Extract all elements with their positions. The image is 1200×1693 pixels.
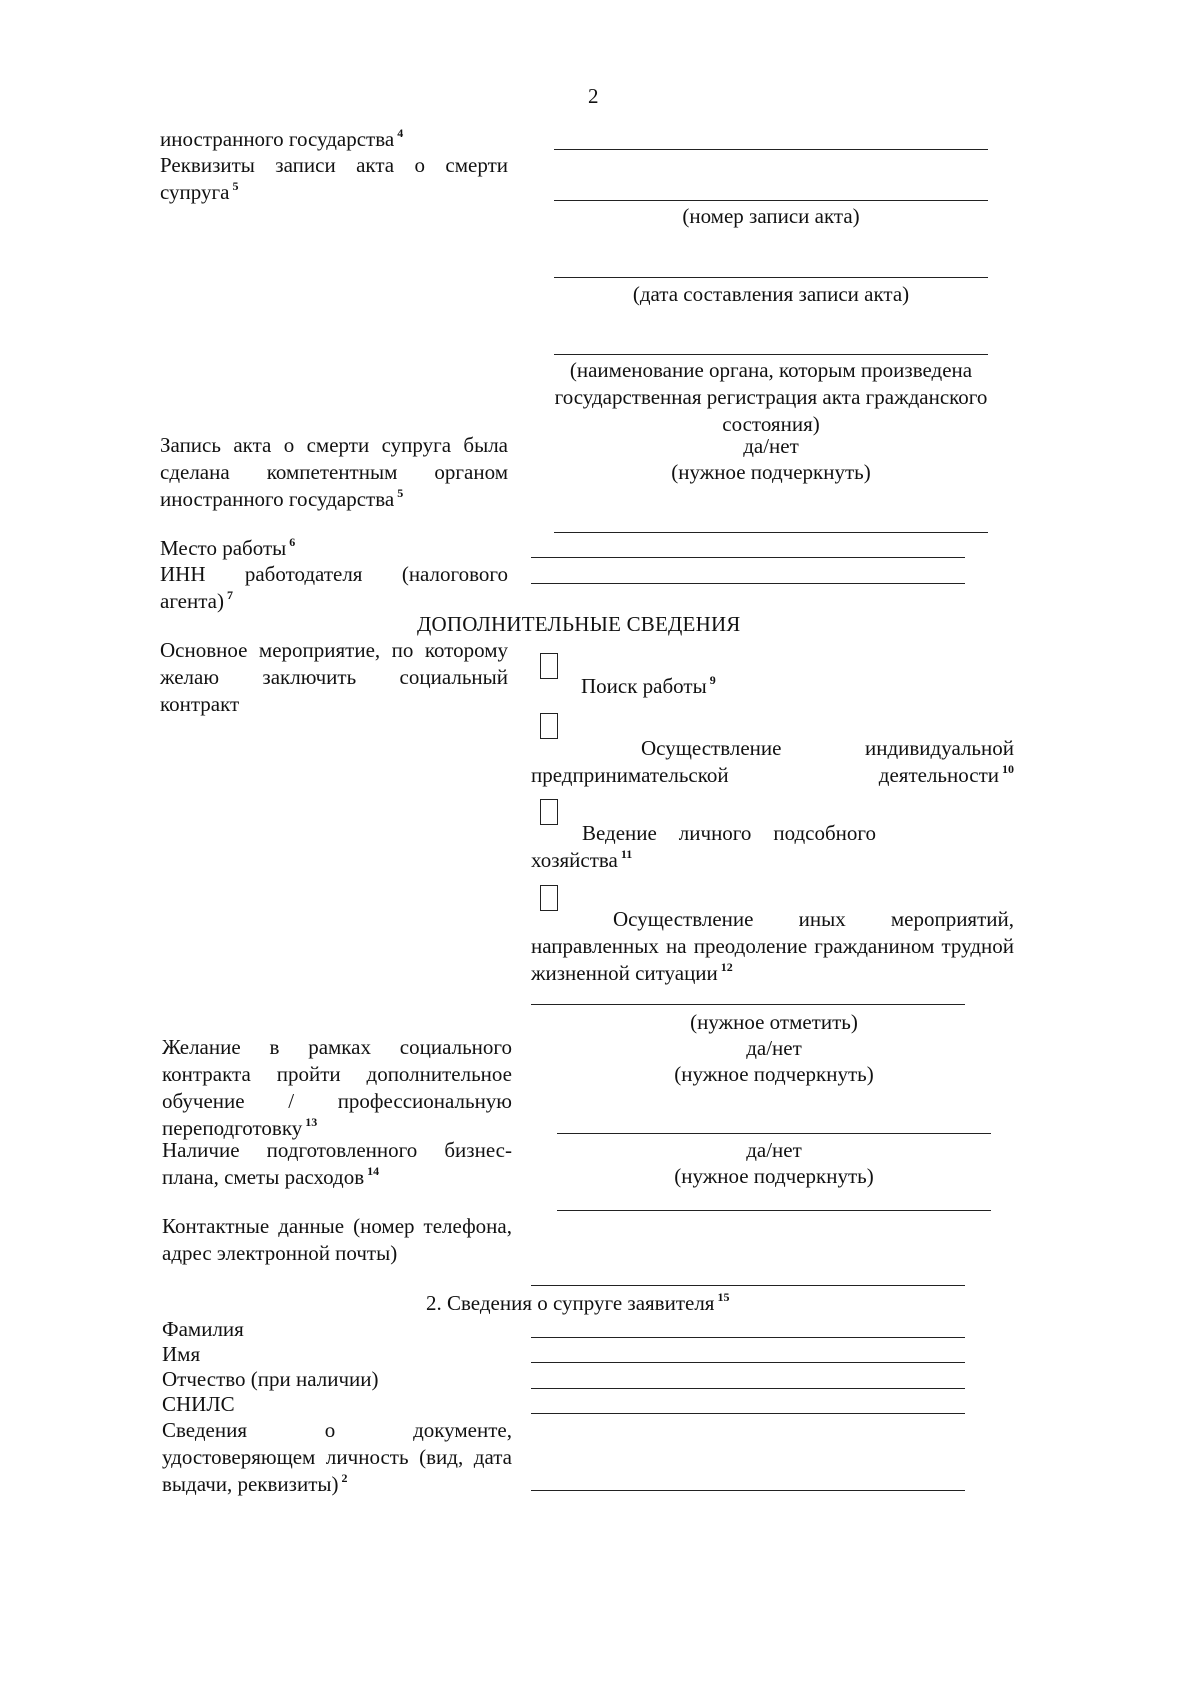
spouse-id-document-label: Сведения о документе, удостоверяющем личность (вид, дата выдачи, реквизиты) $^2$ [162, 1418, 512, 1496]
record-number-line[interactable] [554, 200, 988, 201]
authority-line[interactable] [554, 354, 988, 355]
death-foreign-hint: (нужное подчеркнуть) [671, 460, 871, 484]
additional-info-heading: ДОПОЛНИТЕЛЬНЫЕ СВЕДЕНИЯ [417, 612, 741, 636]
option-entrepreneurship-label: Осуществление индивидуальной предпринимательской деятельности $^{10}$ [531, 736, 1014, 787]
workplace-line[interactable] [531, 557, 965, 558]
business-plan-label: Наличие подготовленного бизнес-плана, сметы расходов $^{14}$ [162, 1138, 512, 1189]
contacts-line[interactable] [531, 1285, 965, 1286]
foreign-state-line[interactable] [554, 149, 988, 150]
training-line[interactable] [557, 1133, 991, 1134]
options-line[interactable] [531, 1004, 965, 1005]
business-plan-line[interactable] [557, 1210, 991, 1211]
spouse-snils-line[interactable] [531, 1413, 965, 1414]
foreign-state-label: иностранного государства $^4$ [160, 126, 404, 151]
spouse-name-line[interactable] [531, 1362, 965, 1363]
spouse-snils-label: СНИЛС [162, 1392, 235, 1416]
spouse-section-title: 2. Сведения о супруге заявителя $^{15}$ [426, 1290, 730, 1315]
authority-caption: (наименование органа, которым произведена государственная регистрация акта гражданского состояния) [554, 358, 988, 436]
spouse-surname-line[interactable] [531, 1337, 965, 1338]
option-other-activities-label: Осуществление иных мероприятий, направленных на преодоление гражданином трудной жизненной ситуации $^{12}$ [531, 907, 1014, 985]
death-record-details-label: Реквизиты записи акта о смерти супруга $^5$ [160, 153, 508, 204]
training-wish-label: Желание в рамках социального контракта пройти дополнительное обучение / профессиональную переподготовку $^{13}$ [162, 1035, 512, 1140]
spouse-patronymic-label: Отчество (при наличии) [162, 1367, 379, 1391]
options-hint: (нужное отметить) [690, 1010, 858, 1034]
death-foreign-yes-no[interactable]: да/нет [743, 434, 799, 458]
option-household-label: Ведение личного подсобного хозяйства $^{11}$ [531, 821, 876, 872]
training-hint: (нужное подчеркнуть) [674, 1062, 874, 1086]
training-yes-no[interactable]: да/нет [746, 1036, 802, 1060]
employer-inn-label: ИНН работодателя (налогового агента) $^7$ [160, 562, 508, 613]
record-date-caption: (дата составления записи акта) [632, 282, 910, 306]
employer-inn-line[interactable] [531, 583, 965, 584]
option-job-search-label: Поиск работы $^9$ [581, 673, 716, 698]
record-number-caption: (номер записи акта) [682, 204, 860, 228]
option-job-search-checkbox[interactable] [540, 653, 558, 679]
spouse-id-document-line[interactable] [531, 1490, 965, 1491]
workplace-label: Место работы $^6$ [160, 535, 296, 560]
death-foreign-line[interactable] [554, 532, 988, 533]
page-number: 2 [588, 84, 599, 108]
main-activity-label: Основное мероприятие, по которому желаю заключить социальный контракт [160, 638, 508, 716]
spouse-name-label: Имя [162, 1342, 201, 1366]
contacts-label: Контактные данные (номер телефона, адрес электронной почты) [162, 1214, 512, 1265]
business-plan-hint: (нужное подчеркнуть) [674, 1164, 874, 1188]
spouse-patronymic-line[interactable] [531, 1388, 965, 1389]
death-record-foreign-label: Запись акта о смерти супруга была сделана компетентным органом иностранного государства $^5$ [160, 433, 508, 511]
record-date-line[interactable] [554, 277, 988, 278]
business-plan-yes-no[interactable]: да/нет [746, 1138, 802, 1162]
spouse-surname-label: Фамилия [162, 1317, 244, 1341]
